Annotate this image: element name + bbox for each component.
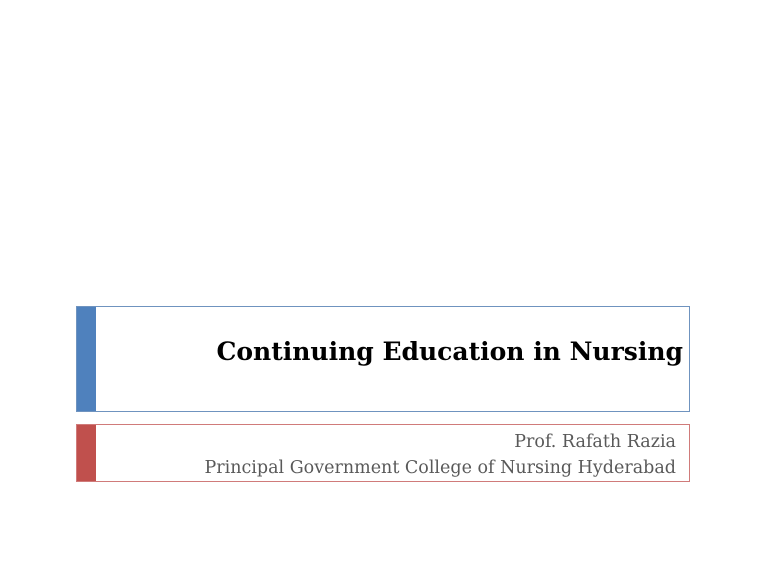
subtitle-text-block	[205, 429, 677, 481]
title-accent-bar	[77, 307, 96, 411]
author-name: Prof. Rafath Razia	[514, 432, 676, 452]
author-affiliation: Principal Government College of Nursing Hyderabad	[204, 458, 676, 478]
slide-title: Continuing Education in Nursing	[216, 337, 683, 366]
subtitle-accent-bar	[77, 425, 96, 481]
title-placeholder	[76, 306, 690, 412]
subtitle-placeholder	[76, 424, 690, 482]
